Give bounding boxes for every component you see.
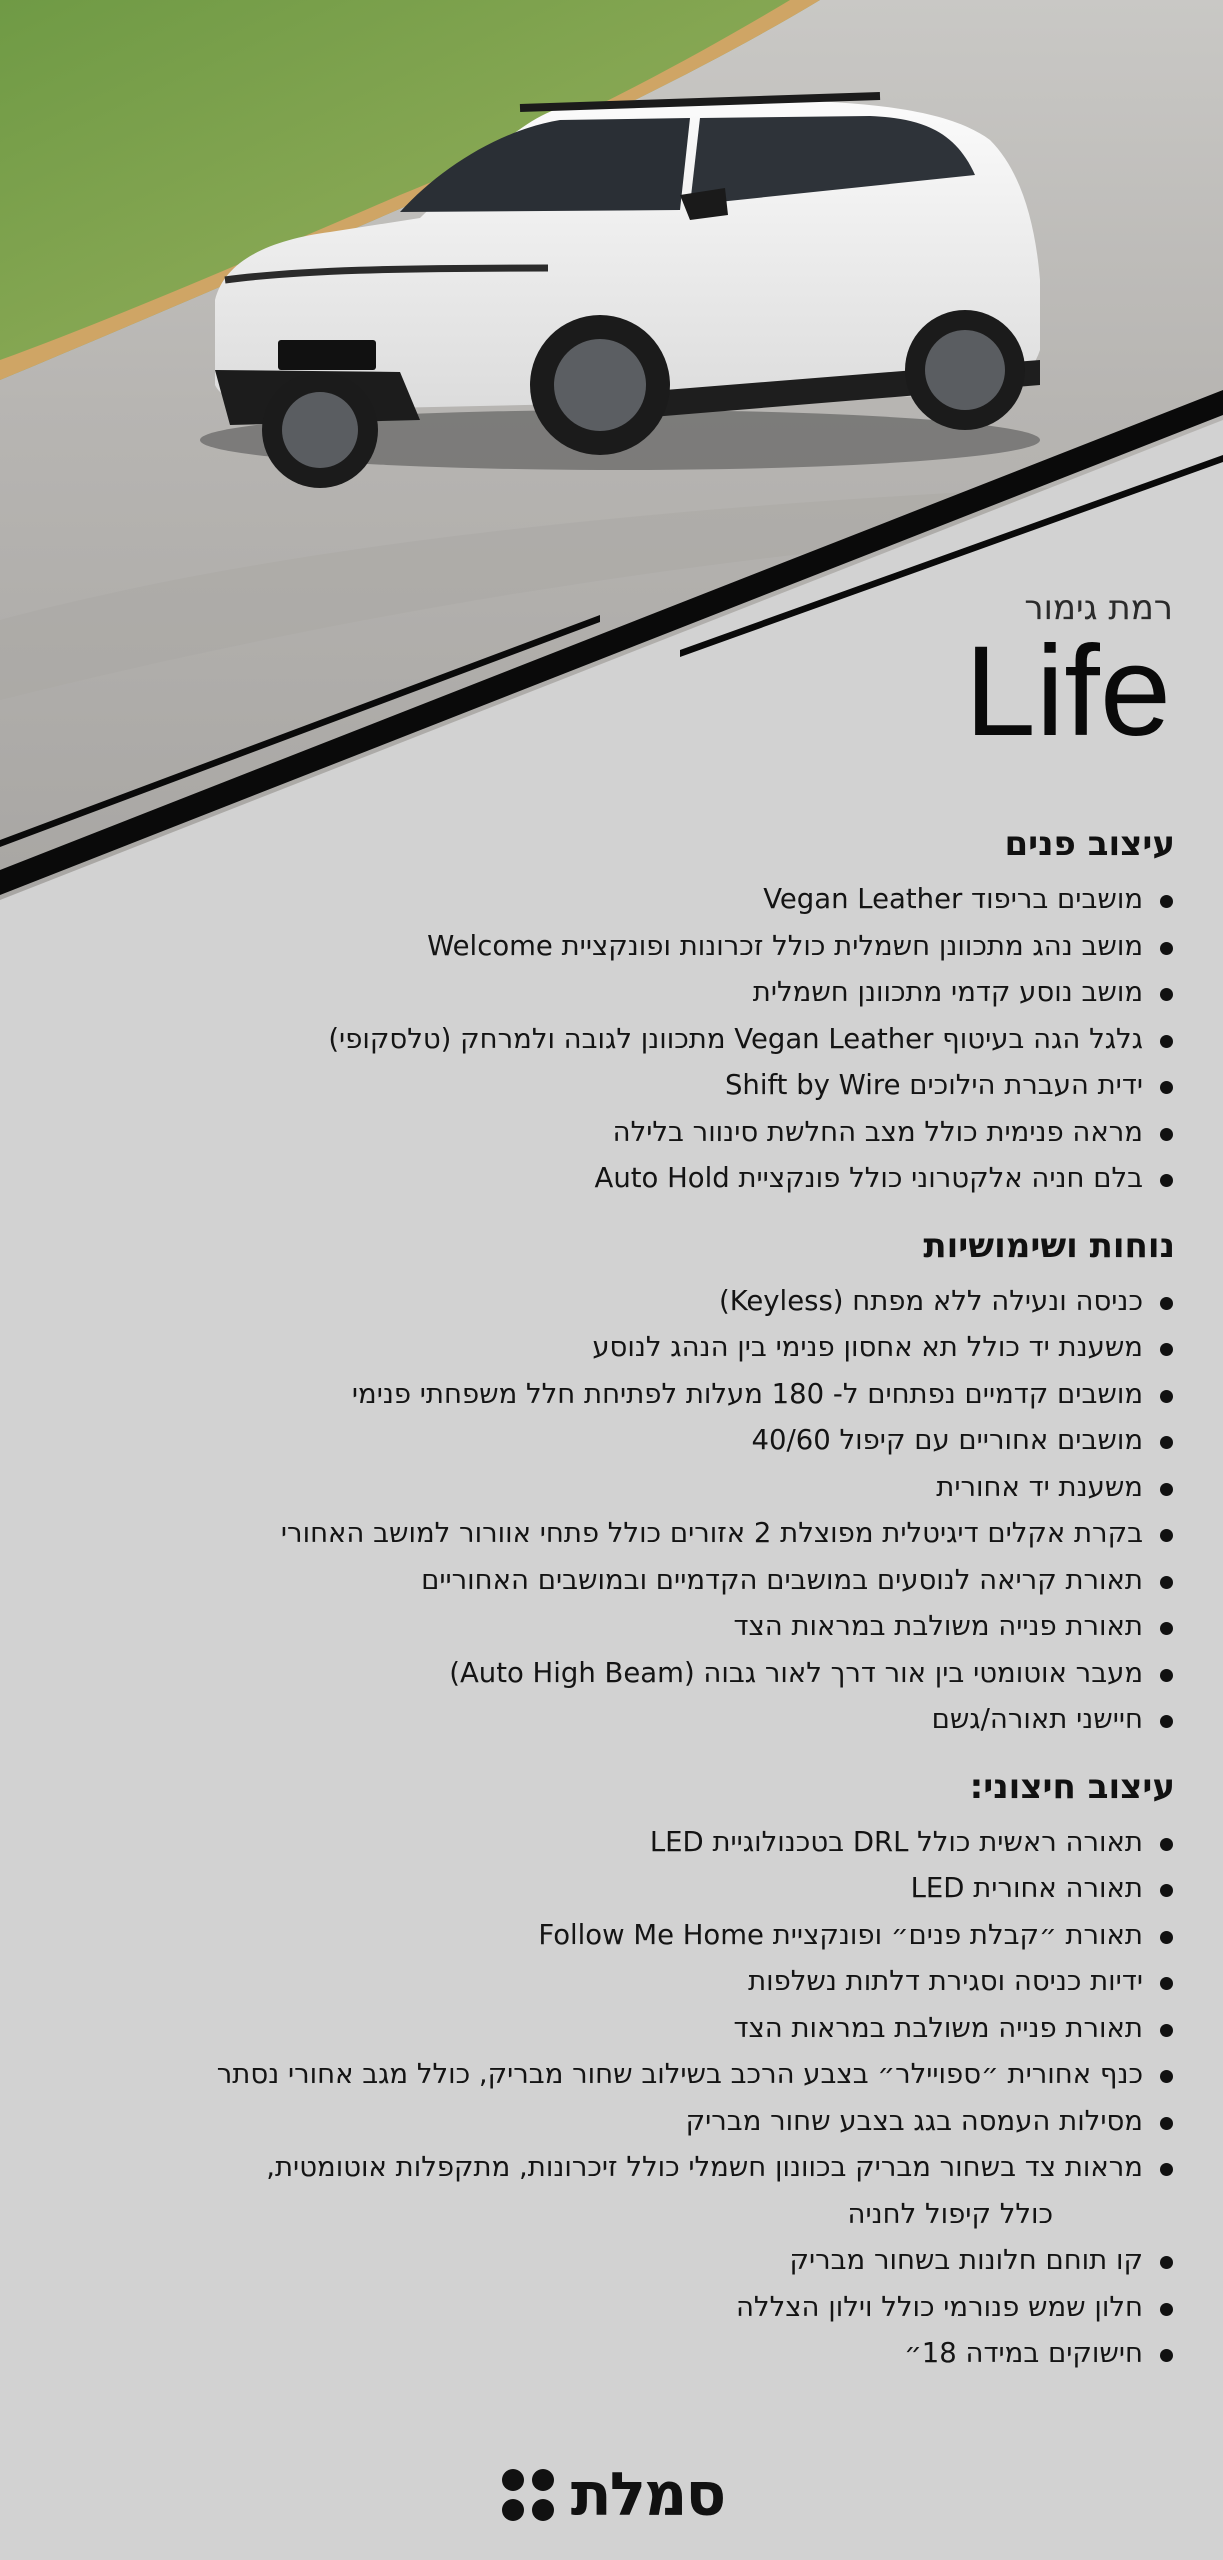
feature-item: משענת יד כולל תא אחסון פנימי בין הנהג לנוסע — [25, 1324, 1175, 1371]
section-title: עיצוב חיצוני: — [969, 1766, 1175, 1807]
feature-list — [25, 876, 1175, 1202]
feature-list — [25, 1819, 1175, 2377]
feature-item-continuation: כולל קיפול לחניה — [847, 2197, 1053, 2230]
feature-item: מסילות העמסה בגג בצבע שחור מבריק — [25, 2098, 1175, 2145]
feature-item: כניסה ונעילה ללא מפתח (Keyless) — [25, 1278, 1175, 1325]
dots-mark-icon — [499, 2466, 557, 2524]
hero-banner — [0, 0, 1223, 900]
feature-item: תאורת פנייה משולבת במראות הצד — [25, 1603, 1175, 1650]
feature-item: מושב נהג מתכוונן חשמלית כולל זכרונות ופונקציית Welcome — [25, 923, 1175, 970]
feature-item: חישוקים במידה 18״ — [25, 2330, 1175, 2377]
feature-list — [25, 1278, 1175, 1743]
feature-item: בלם חניה אלקטרוני כולל פונקציית Auto Hold — [25, 1155, 1175, 1202]
feature-item: גלגל הגה בעיטוף Vegan Leather מתכוונן לגובה ולמרחק (טלסקופי) — [25, 1016, 1175, 1063]
feature-item: מושבים אחוריים עם קיפול 40/60 — [25, 1417, 1175, 1464]
car-photo — [0, 0, 1223, 900]
feature-item: ידיות כניסה וסגירת דלתות נשלפות — [25, 1958, 1175, 2005]
feature-item: תאורת פנייה משולבת במראות הצד — [25, 2005, 1175, 2052]
feature-item: תאורת ״קבלת פנים״ ופונקציית Follow Me Home — [25, 1912, 1175, 1959]
feature-item: חלון שמש פנורמי כולל וילון הצללה — [25, 2284, 1175, 2331]
brand-name: סמלת — [570, 2460, 725, 2530]
feature-item: בקרת אקלים דיגיטלית מפוצלת 2 אזורים כולל פתחי אוורור למושב האחורי — [25, 1510, 1175, 1557]
feature-item: תאורה ראשית כולל DRL בטכנולוגיית LED — [25, 1819, 1175, 1866]
brand-logo — [0, 2460, 1223, 2530]
feature-item: כנף אחורית ״ספויילר״ בצבע הרכב בשילוב שחור מבריק, כולל מגב אחורי נסתר — [25, 2051, 1175, 2098]
trim-level-name: Life — [964, 620, 1171, 763]
feature-item: מושבים קדמיים נפתחים ל- 180 מעלות לפתיחת חלל משפחתי פנימי — [25, 1371, 1175, 1418]
features-list — [25, 820, 1175, 2397]
feature-item: מושבים בריפוד Vegan Leather — [25, 876, 1175, 923]
feature-item: מראה פנימית כולל מצב החלשת סינוור בלילה — [25, 1109, 1175, 1156]
feature-item-text: מראות צד בשחור מבריק בכוונון חשמלי כולל זיכרונות, מתקפלות אוטומטית, — [266, 2151, 1143, 2183]
feature-item: משענת יד אחורית — [25, 1464, 1175, 1511]
feature-item: חיישני תאורה/גשם — [25, 1696, 1175, 1743]
feature-item: תאורה אחורית LED — [25, 1865, 1175, 1912]
section-interior-design — [25, 820, 1175, 1202]
feature-item: קו תוחם חלונות בשחור מבריק — [25, 2237, 1175, 2284]
section-exterior-design — [25, 1763, 1175, 2377]
feature-item — [25, 2144, 1175, 2237]
feature-item: מושב נוסע קדמי מתכוונן חשמלית — [25, 969, 1175, 1016]
feature-item: תאורת קריאה לנוסעים במושבים הקדמיים ובמושבים האחוריים — [25, 1557, 1175, 1604]
trim-level-label: רמת גימור — [1024, 588, 1173, 628]
section-comfort — [25, 1222, 1175, 1743]
section-title: נוחות ושימושיות — [923, 1225, 1175, 1266]
feature-item: ידית העברת הילוכים Shift by Wire — [25, 1062, 1175, 1109]
feature-item: מעבר אוטומטי בין אור דרך לאור גבוה (Auto High Beam) — [25, 1650, 1175, 1697]
section-title: עיצוב פנים — [1004, 824, 1175, 864]
